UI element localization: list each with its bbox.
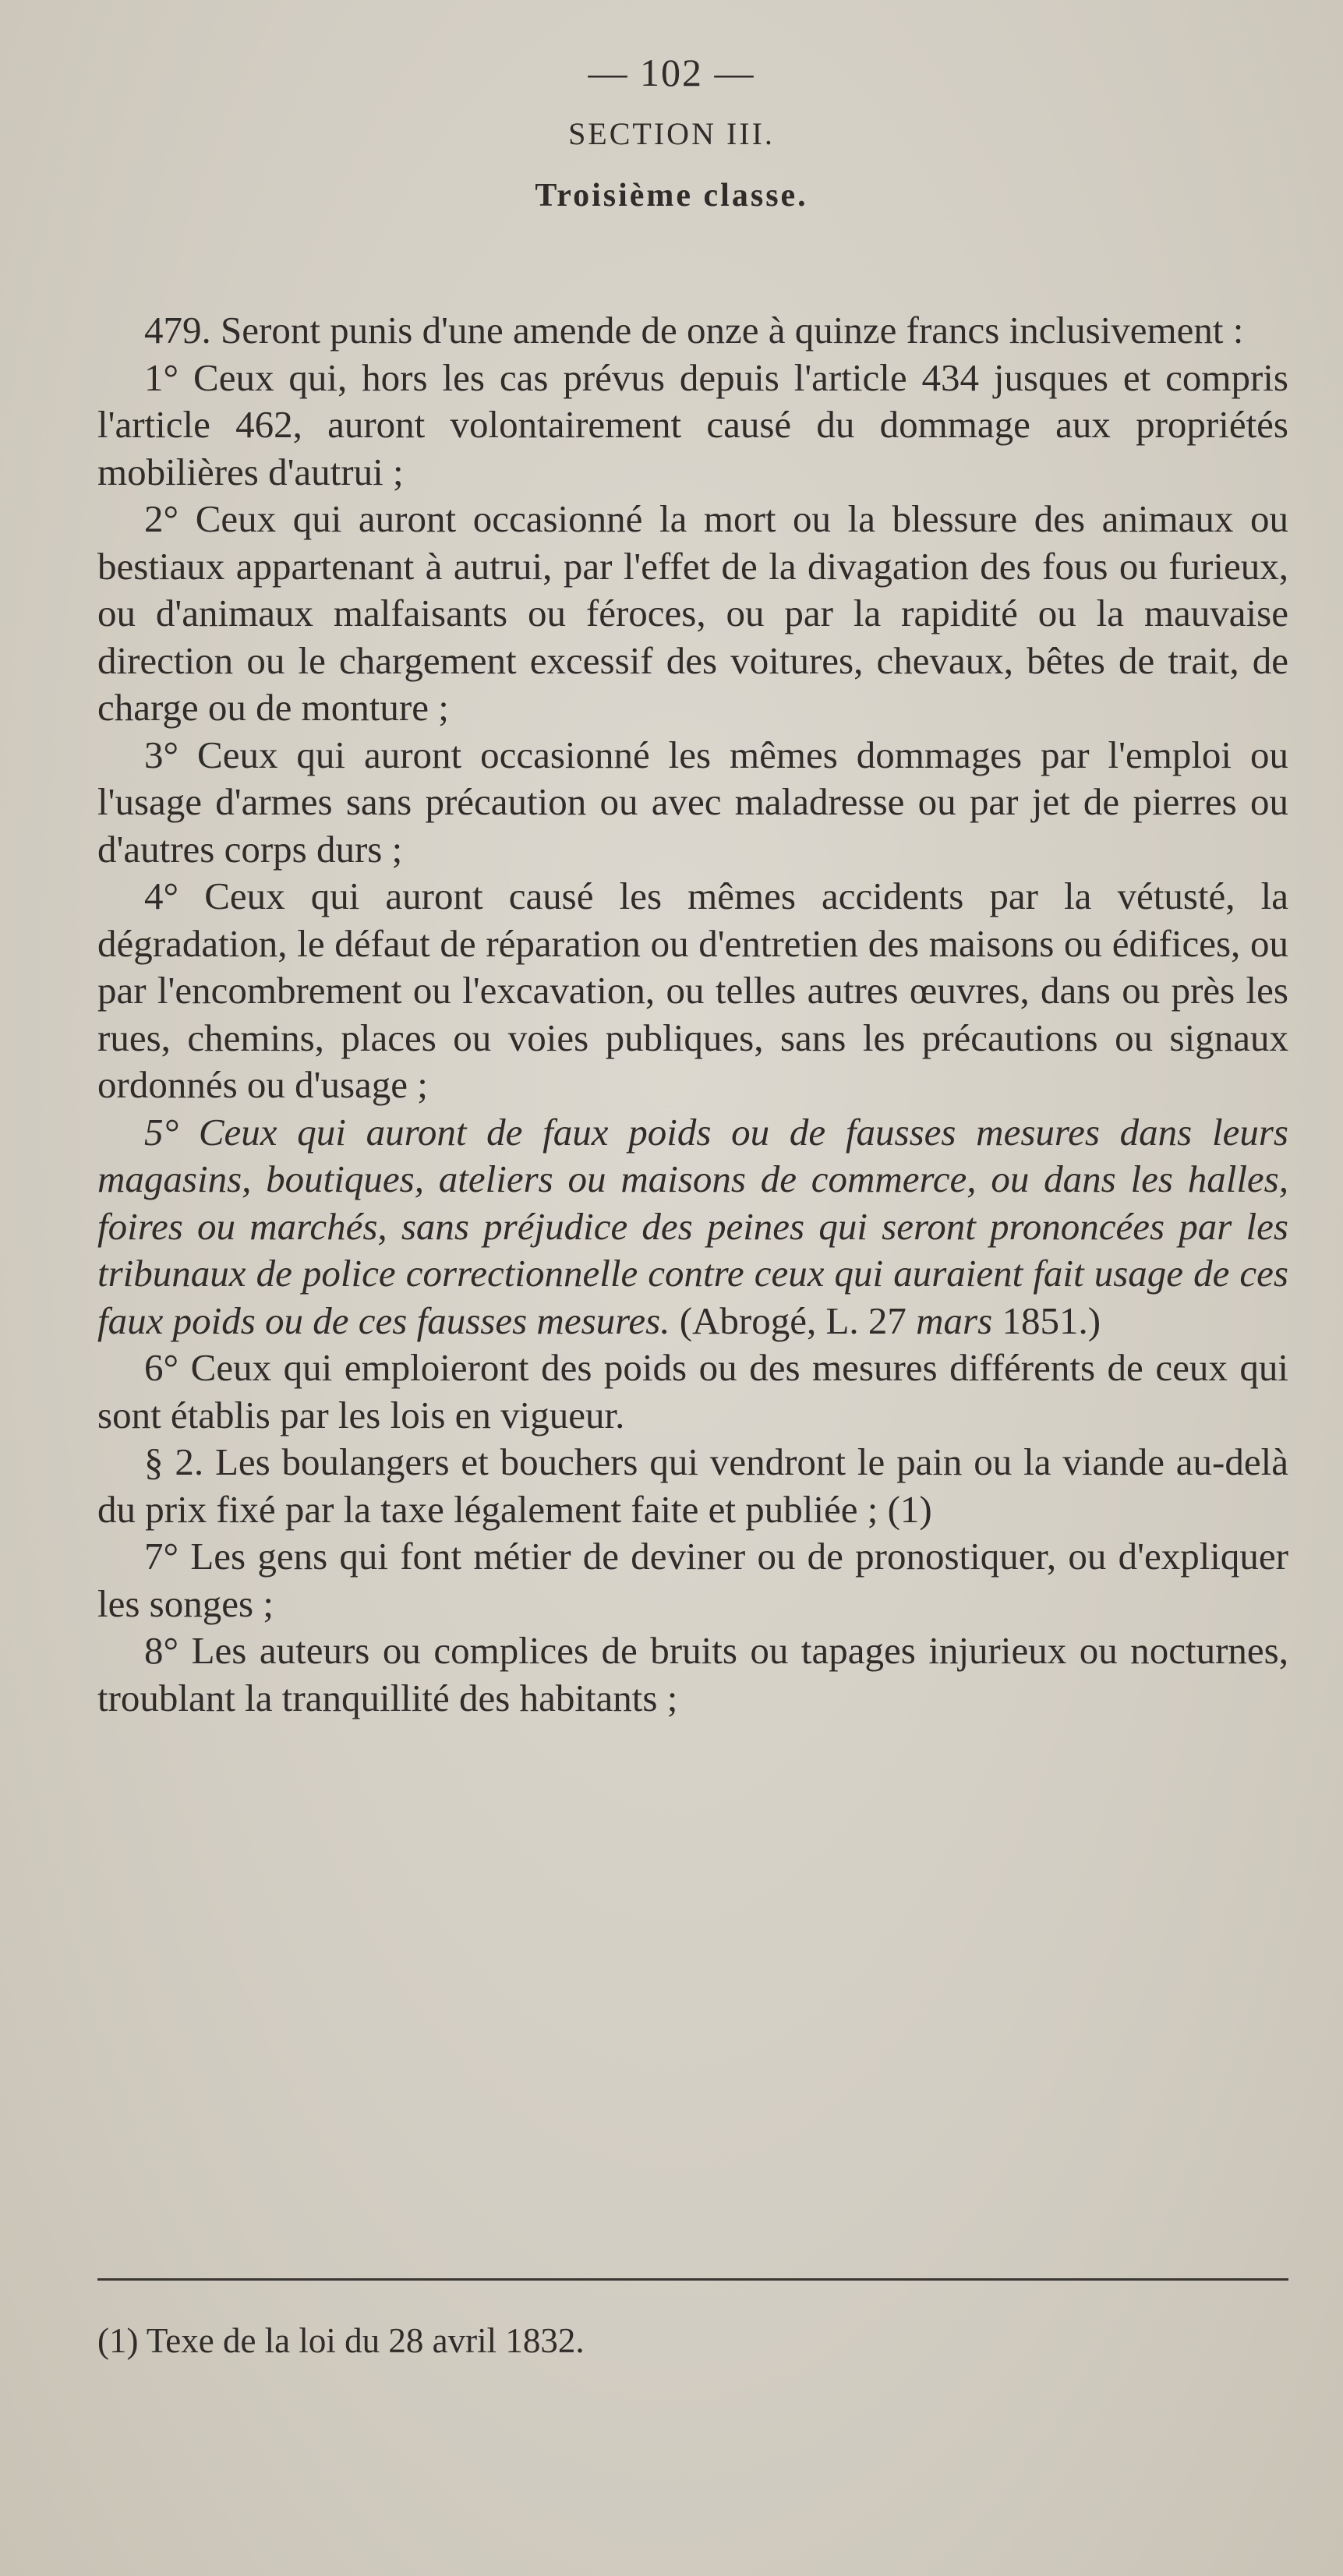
item-5-abrogation-close: 1851.) — [992, 1299, 1101, 1342]
page-header — [0, 53, 1343, 212]
class-heading: Troisième classe. — [535, 178, 808, 214]
item-2: 2° Ceux qui auront occasionné la mort ou la blessure des animaux ou bestiaux appartenant à autrui, par l'effet de la divagation des fous ou furieux, ou d'animaux malfaisants ou féroces, ou par la rapidité ou la mauvaise direction ou le chargement excessif des voitures, chevaux, bêtes de trait, de charge ou de monture ; — [97, 497, 1288, 729]
item-5-abrogation-open: (Abrogé, L. 27 — [670, 1299, 917, 1342]
item-8: 8° Les auteurs ou complices de bruits ou tapages injurieux ou nocturnes, troublant la tranquillité des habitants ; — [97, 1629, 1288, 1719]
item-6: 6° Ceux qui emploieront des poids ou des mesures différents de ceux qui sont établis par les lois en vigueur. — [97, 1346, 1288, 1436]
paragraph-2: § 2. Les boulangers et bouchers qui vendront le pain ou la viande au-delà du prix fixé par la taxe légalement faite et publiée ; (1) — [97, 1440, 1288, 1531]
article-intro: 479. Seront punis d'une amende de onze à quinze francs inclusivement : — [144, 309, 1244, 352]
page-number: — 102 — — [588, 51, 755, 94]
footnote-divider — [97, 2278, 1288, 2281]
section-heading: SECTION III. — [568, 116, 775, 151]
item-1: 1° Ceux qui, hors les cas prévus depuis l'article 434 jusques et compris l'article 462, auront volontairement causé du dommage aux propriétés mobilières d'autrui ; — [97, 355, 1288, 493]
item-4: 4° Ceux qui auront causé les mêmes accidents par la vétusté, la dégradation, le défaut de réparation ou d'entretien des maisons ou édifices, ou par l'encombrement ou l'excavation, ou telles autres œuvres, dans ou près les rues, chemins, places ou voies publiques, sans les précautions ou signaux ordonnés ou d'usage ; — [97, 875, 1288, 1106]
footnote: (1) Texe de la loi du 28 avril 1832. — [97, 2321, 585, 2360]
item-5-abrogation-month: mars — [916, 1299, 993, 1342]
item-3: 3° Ceux qui auront occasionné les mêmes dommages par l'emploi ou l'usage d'armes sans précaution ou avec maladresse ou par jet de pierres ou d'autres corps durs ; — [97, 733, 1288, 871]
item-5-text: 5° Ceux qui auront de faux poids ou de fausses mesures dans leurs magasins, boutiques, ateliers ou maisons de commerce, ou dans les halles, foires ou marchés, sans préjudice des peines qui seront prononcées par les tribunaux de police correctionnelle contre ceux qui auraient fait usage de ces faux poids ou de ces fausses mesures. — [97, 1110, 1288, 1342]
article-body — [97, 307, 1288, 1722]
item-5 — [97, 1109, 1288, 1345]
item-7: 7° Les gens qui font métier de deviner ou de pronostiquer, ou d'expliquer les songes ; — [97, 1535, 1288, 1625]
